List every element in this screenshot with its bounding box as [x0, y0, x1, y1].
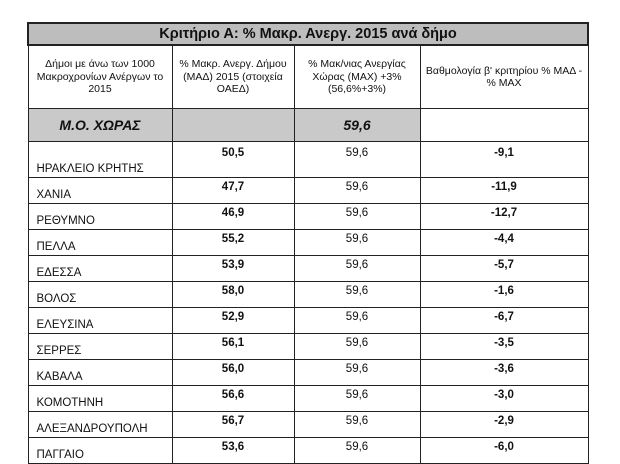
score-cell: -9,1 — [420, 142, 588, 178]
mad-cell: 58,0 — [172, 282, 294, 308]
table-row — [28, 282, 588, 308]
municipality-cell: ΕΛΕΥΣΙΝΑ — [28, 308, 172, 334]
table-row — [28, 334, 588, 360]
max-cell: 59,6 — [294, 386, 420, 412]
max-cell: 59,6 — [294, 438, 420, 464]
max-cell: 59,6 — [294, 178, 420, 204]
municipality-cell: ΗΡΑΚΛΕΙΟ ΚΡΗΤΗΣ — [28, 142, 172, 178]
table-row — [28, 308, 588, 334]
score-cell: -5,7 — [420, 256, 588, 282]
municipality-cell: ΑΛΕΞΑΝΔΡΟΥΠΟΛΗ — [28, 412, 172, 438]
header-municipalities: Δήμοι με άνω των 1000 Μακροχρονίων Ανέργων το 2015 — [28, 45, 172, 109]
municipality-cell: ΠΑΓΓΑΙΟ — [28, 438, 172, 464]
table-row — [28, 178, 588, 204]
header-max: % Μακ/νιας Ανεργίας Χώρας (ΜΑΧ) +3% (56,6%+3%) — [294, 45, 420, 109]
mad-cell: 55,2 — [172, 230, 294, 256]
max-cell: 59,6 — [294, 256, 420, 282]
table-row — [28, 204, 588, 230]
country-average-blank-cell — [420, 109, 588, 142]
table-row — [28, 386, 588, 412]
score-cell: -12,7 — [420, 204, 588, 230]
max-cell: 59,6 — [294, 360, 420, 386]
score-cell: -1,6 — [420, 282, 588, 308]
max-cell: 59,6 — [294, 412, 420, 438]
municipality-cell: ΧΑΝΙΑ — [28, 178, 172, 204]
score-cell: -2,9 — [420, 412, 588, 438]
score-cell: -3,6 — [420, 360, 588, 386]
mad-cell: 46,9 — [172, 204, 294, 230]
max-cell: 59,6 — [294, 282, 420, 308]
score-cell: -6,7 — [420, 308, 588, 334]
municipality-cell: ΠΕΛΛΑ — [28, 230, 172, 256]
header-mad: % Μακρ. Ανεργ. Δήμου (ΜΑΔ) 2015 (στοιχεία ΟΑΕΔ) — [172, 45, 294, 109]
mad-cell: 52,9 — [172, 308, 294, 334]
mad-cell: 47,7 — [172, 178, 294, 204]
max-cell: 59,6 — [294, 230, 420, 256]
municipality-cell: ΡΕΘΥΜΝΟ — [28, 204, 172, 230]
mad-cell: 53,6 — [172, 438, 294, 464]
score-cell: -3,5 — [420, 334, 588, 360]
country-average-empty-cell — [172, 109, 294, 142]
municipality-cell: ΚΑΒΑΛΑ — [28, 360, 172, 386]
municipality-cell: ΒΟΛΟΣ — [28, 282, 172, 308]
max-cell: 59,6 — [294, 308, 420, 334]
table-row — [28, 256, 588, 282]
score-cell: -4,4 — [420, 230, 588, 256]
table-row — [28, 412, 588, 438]
mad-cell: 53,9 — [172, 256, 294, 282]
mad-cell: 56,0 — [172, 360, 294, 386]
header-row — [28, 45, 588, 109]
mad-cell: 56,6 — [172, 386, 294, 412]
max-cell: 59,6 — [294, 204, 420, 230]
municipality-cell: ΣΕΡΡΕΣ — [28, 334, 172, 360]
header-score: Βαθμολογία β' κριτηρίου % ΜΑΔ - % ΜΑΧ — [420, 45, 588, 109]
criterion-a-table — [27, 22, 589, 464]
municipality-cell: ΕΔΕΣΣΑ — [28, 256, 172, 282]
score-cell: -6,0 — [420, 438, 588, 464]
country-average-row — [28, 109, 588, 142]
country-average-value: 59,6 — [294, 109, 420, 142]
score-cell: -11,9 — [420, 178, 588, 204]
mad-cell: 56,1 — [172, 334, 294, 360]
score-cell: -3,0 — [420, 386, 588, 412]
max-cell: 59,6 — [294, 142, 420, 178]
max-cell: 59,6 — [294, 334, 420, 360]
table-row — [28, 230, 588, 256]
country-average-label: Μ.Ο. ΧΩΡΑΣ — [28, 109, 172, 142]
mad-cell: 50,5 — [172, 142, 294, 178]
table-row — [28, 360, 588, 386]
table-title: Κριτήριο Α: % Μακρ. Ανεργ. 2015 ανά δήμο — [28, 23, 588, 45]
table-row — [28, 438, 588, 464]
criterion-table-sheet — [27, 22, 587, 464]
table-row — [28, 142, 588, 178]
mad-cell: 56,7 — [172, 412, 294, 438]
municipality-cell: ΚΟΜΟΤΗΝΗ — [28, 386, 172, 412]
